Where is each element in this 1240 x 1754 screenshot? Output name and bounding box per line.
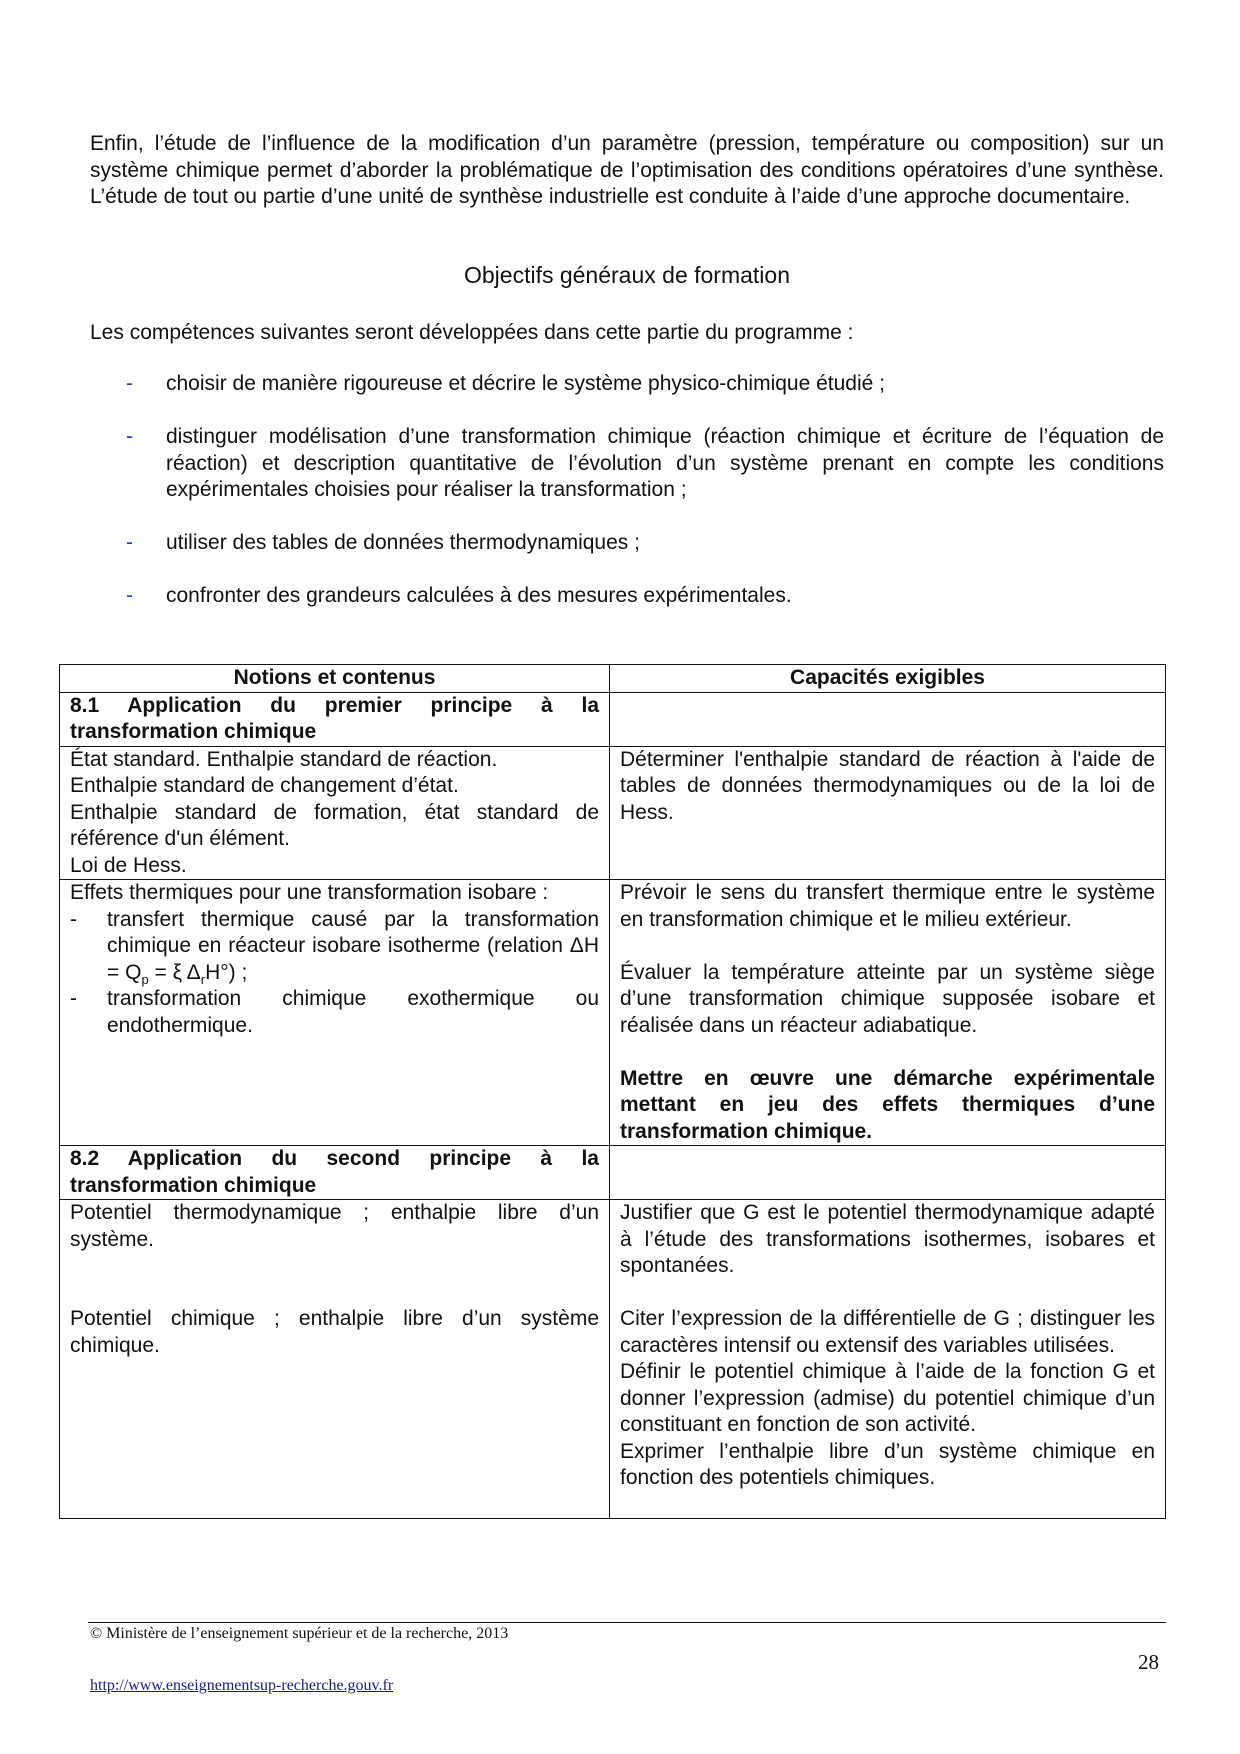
table-row [60, 1200, 1166, 1519]
section-title-8-2: 8.2 Application du second principe à la transformation chimique [60, 1146, 610, 1200]
list-item: - utiliser des tables de données thermodynamiques ; [90, 530, 1164, 557]
column-header-capacites: Capacités exigibles [610, 665, 1166, 693]
capacites-cell: Justifier que G est le potentiel thermodynamique adapté à l’étude des transformations isothermes, isobares et spontanées. Citer l’expression de la différentielle de G ; distinguer les caractères intensif ou extensif des variables utilisées. Définir le potentiel chimique à l’aide de la fonction G et donner l’expression (admise) du potentiel chimique d’un constituant en fonction de son activité. Exprimer l’enthalpie libre d’un système chimique en fonction des potentiels chimiques. [610, 1200, 1166, 1519]
capacites-cell: Prévoir le sens du transfert thermique entre le système en transformation chimique et le milieu extérieur. Évaluer la température atteinte par un système siège d’une transformation chimique supposée isobare et réalisée dans un réacteur adiabatique. Mettre en œuvre une démarche expérimentale mettant en jeu des effets thermiques d’une transformation chimique. [610, 880, 1166, 1146]
list-item: - distinguer modélisation d’une transformation chimique (réaction chimique et écriture de l’équation de réaction) et description quantitative de l’évolution d’un système prenant en compte les conditions expérimentales choisies pour réaliser la transformation ; [126, 425, 1164, 501]
bullet-dash: - [126, 425, 133, 448]
competences-list [90, 371, 1164, 636]
section-row-8-1 [60, 692, 1166, 746]
list-item: - confronter des grandeurs calculées à des mesures expérimentales. [90, 583, 1164, 610]
bullet-dash: - [126, 531, 133, 554]
notions-cell: État standard. Enthalpie standard de réaction. Enthalpie standard de changement d’état. Enthalpie standard de formation, état standard de référence d'un élément. Loi de Hess. [60, 746, 610, 880]
column-header-notions: Notions et contenus [60, 665, 610, 693]
copyright-notice: © Ministère de l’enseignement supérieur et de la recherche, 2013 [90, 1625, 509, 1642]
notions-cell: Effets thermiques pour une transformation isobare : - transfert thermique causé par la transformation chimique en réacteur isobare isotherme (relation $\Delta H = Q_p = \xi$ $\Delta_rH^\circ$) ; - transformation chimique exothermique ou endothermique. [60, 880, 610, 1146]
table-header-row [60, 665, 1166, 693]
page-number: 28 [1138, 1650, 1159, 1674]
ministry-link[interactable]: http://www.enseignementsup-recherche.gouv.fr [90, 1677, 394, 1694]
section-title-8-1: 8.1 Application du premier principe à la transformation chimique [60, 692, 610, 746]
section-heading: Objectifs généraux de formation [463, 262, 790, 288]
table-row [60, 746, 1166, 880]
capacites-cell: Déterminer l'enthalpie standard de réaction à l'aide de tables de données thermodynamiques ou de la loi de Hess. [610, 746, 1166, 880]
bullet-dash: - [126, 584, 133, 607]
programme-table [59, 664, 1166, 1519]
notions-cell: Potentiel thermodynamique ; enthalpie libre d’un système. Potentiel chimique ; enthalpie libre d’un système chimique. [60, 1200, 610, 1519]
table-row [60, 880, 1166, 1146]
bullet-dash: - [126, 372, 133, 395]
footer-divider [88, 1622, 1166, 1623]
list-item: - choisir de manière rigoureuse et décrire le système physico-chimique étudié ; [90, 371, 1164, 398]
intro-paragraph: Enfin, l’étude de l’influence de la modification d’un paramètre (pression, température ou composition) sur un système chimique permet d’aborder la problématique de l’optimisation des conditions opératoires d’une synthèse. L’étude de tout ou partie d’une unité de synthèse industrielle est conduite à l’aide d’une approche documentaire. [90, 132, 1164, 208]
competences-lead: Les compétences suivantes seront développées dans cette partie du programme : [90, 321, 854, 344]
section-row-8-2 [60, 1146, 1166, 1200]
sub-item: - transfert thermique causé par la transformation chimique en réacteur isobare isotherme (relation $\Delta H = Q_p = \xi$ $\Delta_rH^\circ$) ; [70, 907, 599, 987]
sub-item: - transformation chimique exothermique ou endothermique. [70, 987, 599, 1037]
